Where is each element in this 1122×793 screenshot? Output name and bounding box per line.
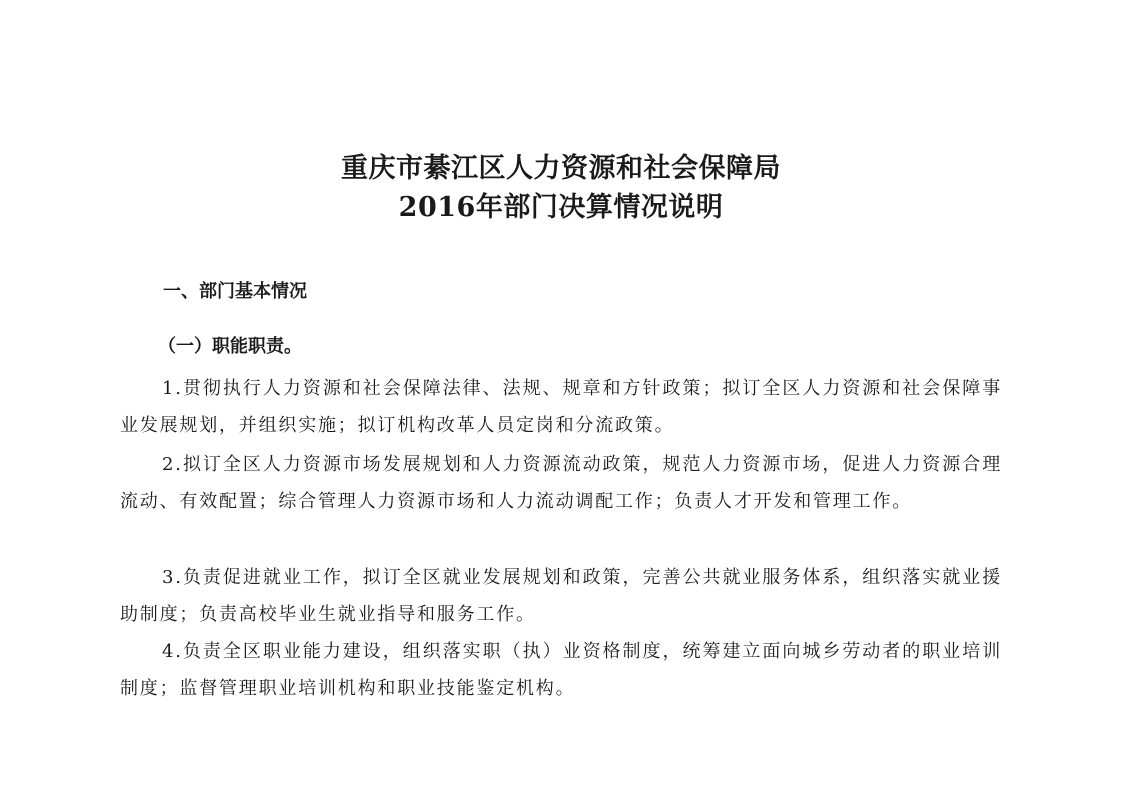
subsection-heading: （一）职能职责。	[158, 336, 302, 357]
paragraph-item-4: 4.负责全区职业能力建设，组织落实职（执）业资格制度，统筹建立面向城乡劳动者的职业培训制度；监督管理职业培训机构和职业技能鉴定机构。	[120, 641, 1002, 699]
document-title: 重庆市綦江区人力资源和社会保障局	[341, 153, 781, 184]
paragraph-item-1: 1.贯彻执行人力资源和社会保障法律、法规、规章和方针政策；拟订全区人力资源和社会保障事业发展规划，并组织实施；拟订机构改革人员定岗和分流政策。	[120, 378, 1002, 436]
paragraph-item-2: 2.拟订全区人力资源市场发展规划和人力资源流动政策，规范人力资源市场，促进人力资源合理流动、有效配置；综合管理人力资源市场和人力流动调配工作；负责人才开发和管理工作。	[120, 454, 1002, 512]
document-subtitle: 2016年部门决算情况说明	[398, 192, 724, 223]
section-heading: 一、部门基本情况	[163, 281, 307, 302]
paragraph-item-3: 3.负责促进就业工作，拟订全区就业发展规划和政策，完善公共就业服务体系，组织落实就业援助制度；负责高校毕业生就业指导和服务工作。	[120, 567, 1002, 625]
